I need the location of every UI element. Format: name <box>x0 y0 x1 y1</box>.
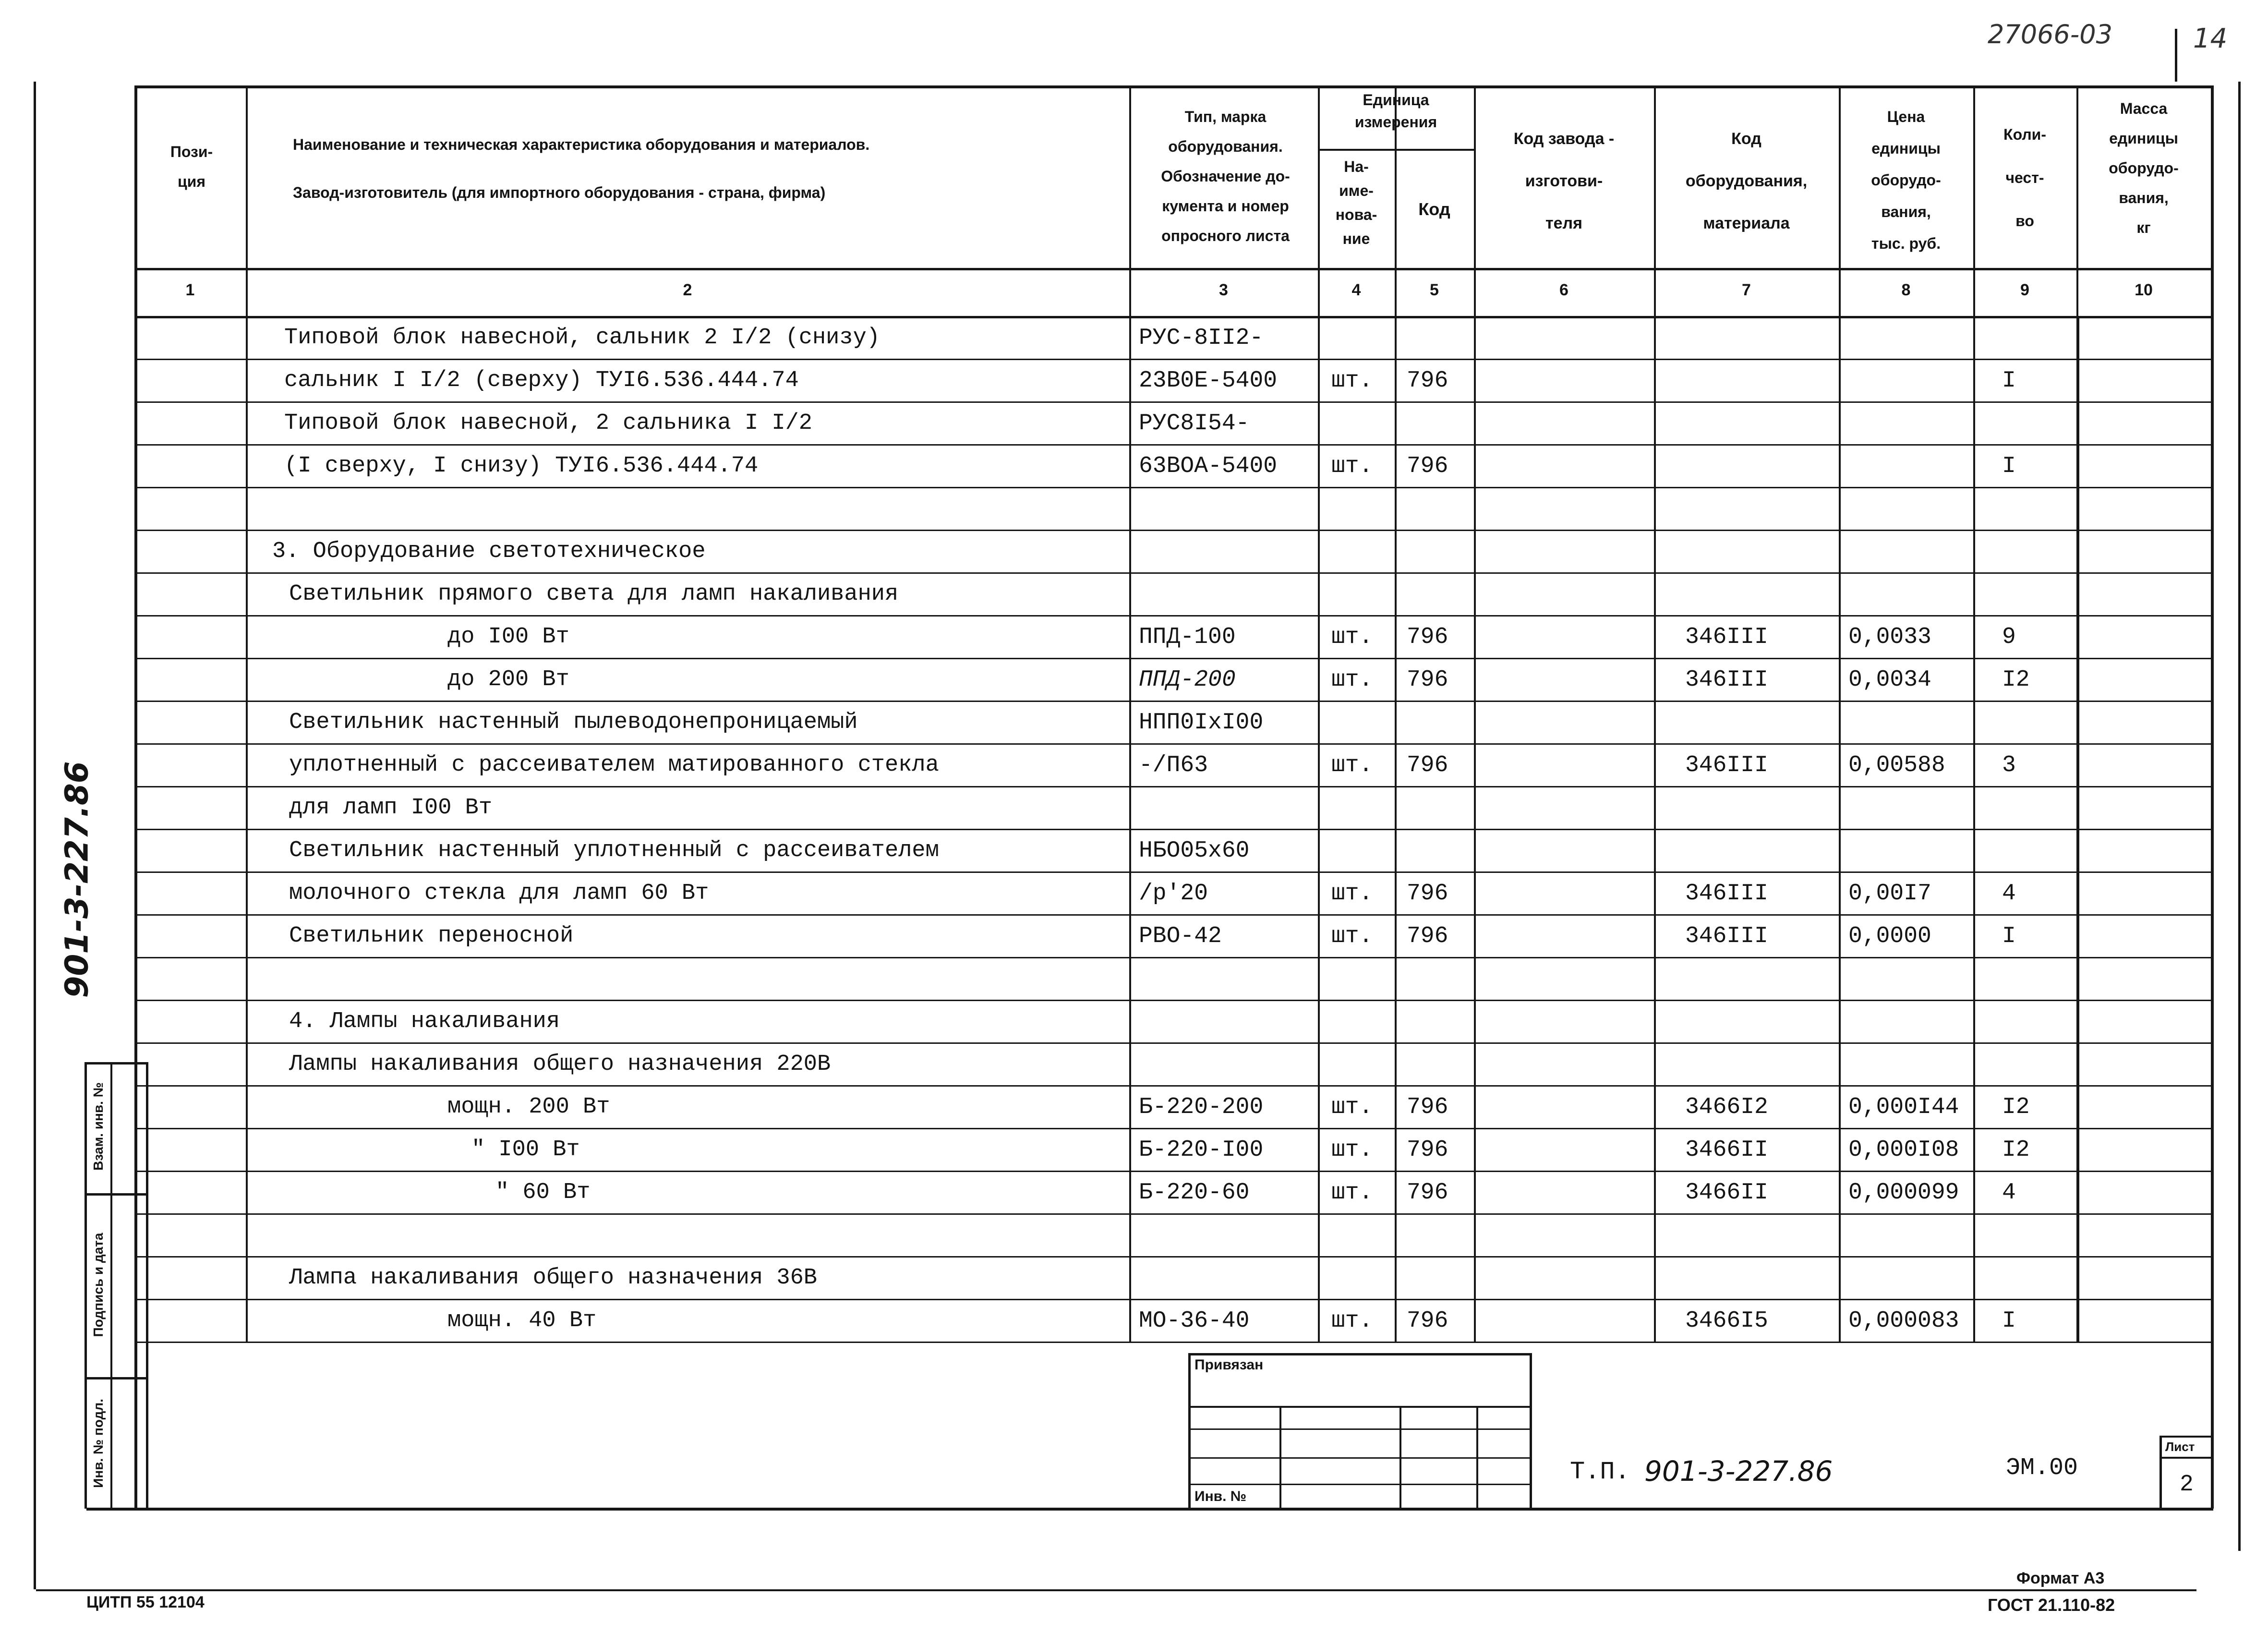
row-unit-code: 796 <box>1407 368 1448 394</box>
stamp-box-vert2 <box>1399 1406 1401 1509</box>
row-equipment-code: 3466II <box>1685 1137 1768 1163</box>
header-mass: Масса единицы оборудо- вания, кг <box>2109 100 2179 236</box>
row-unit: шт. <box>1331 1180 1373 1206</box>
row-unit: шт. <box>1331 752 1373 778</box>
row-unit-code: 796 <box>1407 1137 1448 1163</box>
table-col-line <box>1129 85 1131 1342</box>
row-equipment-code: 3466II <box>1685 1180 1768 1206</box>
stamp-box-vert3 <box>1476 1406 1478 1509</box>
row-type: ППД-100 <box>1139 624 1236 650</box>
row-name: Типовой блок навесной, сальник 2 I/2 (снизу) <box>284 325 881 351</box>
row-type: РВО-42 <box>1139 923 1222 949</box>
row-quantity: I2 <box>2002 667 2030 693</box>
row-price: 0,000I44 <box>1848 1094 1959 1120</box>
column-number: 1 <box>185 281 195 299</box>
table-col-line <box>2211 85 2214 1509</box>
column-number: 8 <box>1901 281 1911 299</box>
header-unit-group: Единица измерения <box>1354 91 1437 131</box>
table-row-line <box>134 1342 2211 1343</box>
row-quantity: 4 <box>2002 881 2016 907</box>
row-name: Светильник настенный пылеводонепроницаемый <box>289 710 858 735</box>
row-name: сальник I I/2 (сверху) ТУI6.536.444.74 <box>284 368 799 393</box>
table-row-line <box>134 1085 2211 1087</box>
row-unit: шт. <box>1331 667 1373 693</box>
table-row-line <box>134 530 2211 531</box>
row-unit: шт. <box>1331 1094 1373 1120</box>
header-type: Тип, марка оборудования. Обозначение до- кумента и номер опросного листа <box>1161 108 1290 244</box>
row-type: 23В0Е-5400 <box>1139 368 1278 394</box>
row-price: 0,00I7 <box>1848 881 1931 907</box>
header-unit-split <box>1318 149 1474 151</box>
row-type: -/П63 <box>1139 752 1208 778</box>
row-quantity: 4 <box>2002 1180 2016 1206</box>
stamp-sheet-label: Лист <box>2165 1439 2195 1454</box>
row-price: 0,00588 <box>1848 752 1945 778</box>
table-col-line <box>1318 85 1320 1342</box>
stamp-box-vert1 <box>1279 1406 1281 1509</box>
stamp-sheet-box-left <box>2159 1436 2162 1509</box>
row-quantity: 3 <box>2002 752 2016 778</box>
stamp-tp-code: 901-3-227.86 <box>1644 1455 1833 1488</box>
row-name: Лампы накаливания общего назначения 220В <box>289 1052 831 1077</box>
row-name: 4. Лампы накаливания <box>289 1009 560 1034</box>
row-unit: шт. <box>1331 1137 1373 1163</box>
footer-gost: ГОСТ 21.110-82 <box>1988 1595 2115 1615</box>
table-col-line <box>246 85 248 1342</box>
row-name: мощн. 200 Вт <box>447 1094 610 1120</box>
row-unit-code: 796 <box>1407 1308 1448 1334</box>
footer-left: ЦИТП 55 12104 <box>86 1593 205 1611</box>
table-row-line <box>134 1299 2211 1300</box>
row-type: РУС-8II2- <box>1139 325 1264 351</box>
table-row-line <box>134 487 2211 488</box>
row-name: Светильник прямого света для ламп накаливания <box>289 581 899 607</box>
row-quantity: 9 <box>2002 624 2016 650</box>
table-row-line <box>134 444 2211 446</box>
table-col-line <box>1839 85 1841 1342</box>
table-row-line <box>134 1042 2211 1044</box>
table-row-line <box>134 871 2211 873</box>
row-quantity: I <box>2002 923 2016 949</box>
row-unit-code: 796 <box>1407 667 1448 693</box>
table-row-line <box>134 786 2211 787</box>
header-factory-code: Код завода - изготови- теля <box>1513 130 1615 232</box>
header-bottom-line <box>134 268 2211 270</box>
row-name: Лампа накаливания общего назначения 36В <box>289 1265 817 1291</box>
row-unit-code: 796 <box>1407 923 1448 949</box>
header-unit-name: На- име- нова- ние <box>1335 158 1377 247</box>
table-col-line <box>1654 85 1656 1342</box>
stamp-box-line3 <box>1188 1457 1531 1459</box>
column-number: 2 <box>683 281 692 299</box>
column-number: 5 <box>1430 281 1439 299</box>
row-type: МО-36-40 <box>1139 1308 1250 1334</box>
number-row-bottom-line <box>134 316 2211 318</box>
stamp-sheet-box-top <box>2159 1436 2212 1438</box>
row-type: НПП0IхI00 <box>1139 710 1264 736</box>
table-row-line <box>134 1000 2211 1001</box>
row-type: Б-220-200 <box>1139 1094 1264 1120</box>
stamp-sheet-number: 2 <box>2180 1472 2194 1498</box>
row-unit-code: 796 <box>1407 881 1448 907</box>
row-quantity: I <box>2002 453 2016 479</box>
row-price: 0,0033 <box>1848 624 1931 650</box>
table-row-line <box>134 1128 2211 1129</box>
stamp-tp-label: Т.П. <box>1570 1458 1630 1486</box>
side-stamp-div1 <box>84 1193 147 1196</box>
row-price: 0,000I08 <box>1848 1137 1959 1163</box>
stamp-box-line2 <box>1188 1428 1531 1430</box>
table-qty-right-border <box>2076 316 2079 1342</box>
row-name: Светильник настенный уплотненный с рассеивателем <box>289 838 939 863</box>
table-row-line <box>134 1256 2211 1258</box>
row-price: 0,000083 <box>1848 1308 1959 1334</box>
row-unit-code: 796 <box>1407 1094 1448 1120</box>
table-row-line <box>134 743 2211 745</box>
side-label-replaced-inv: Взам. инв. № <box>91 1082 106 1171</box>
table-row-line <box>134 615 2211 617</box>
column-number: 7 <box>1742 281 1751 299</box>
row-quantity: I2 <box>2002 1094 2030 1120</box>
row-type: /р'20 <box>1139 881 1208 907</box>
row-unit: шт. <box>1331 1308 1373 1334</box>
row-unit: шт. <box>1331 923 1373 949</box>
vertical-document-code: 901-3-227.86 <box>58 761 96 998</box>
column-number: 9 <box>2020 281 2029 299</box>
row-name: до 200 Вт <box>447 667 569 692</box>
row-name: " I00 Вт <box>471 1137 580 1162</box>
column-number: 6 <box>1559 281 1568 299</box>
row-equipment-code: 346III <box>1685 923 1768 949</box>
table-row-line <box>134 401 2211 403</box>
header-name-line1: Наименование и техническая характеристика оборудования и материалов. <box>293 136 870 153</box>
table-col-line <box>1973 85 1975 1342</box>
row-quantity: I <box>2002 1308 2016 1334</box>
row-unit: шт. <box>1331 624 1373 650</box>
table-row-line <box>134 957 2211 958</box>
row-name: 3. Оборудование светотехническое <box>272 539 706 564</box>
row-unit-code: 796 <box>1407 453 1448 479</box>
table-col-line <box>1474 85 1476 1342</box>
row-type: 63ВОА-5400 <box>1139 453 1278 479</box>
side-stamp-mid <box>110 1062 112 1509</box>
row-equipment-code: 346III <box>1685 624 1768 650</box>
corner-sheet-number: 14 <box>2193 23 2228 54</box>
row-name: (I сверху, I снизу) ТУI6.536.444.74 <box>284 453 759 479</box>
table-row-line <box>134 572 2211 574</box>
table-row-line <box>134 701 2211 702</box>
header-price: Цена единицы оборудо- вания, тыс. руб. <box>1871 108 1941 252</box>
row-unit-code: 796 <box>1407 624 1448 650</box>
side-label-signature-date: Подпись и дата <box>91 1233 106 1337</box>
row-name: до I00 Вт <box>447 624 569 650</box>
row-name: Типовой блок навесной, 2 сальника I I/2 <box>284 411 812 436</box>
row-type: Б-220-60 <box>1139 1180 1250 1206</box>
row-price: 0,0034 <box>1848 667 1931 693</box>
row-equipment-code: 3466I2 <box>1685 1094 1768 1120</box>
table-row-line <box>134 658 2211 659</box>
row-price: 0,0000 <box>1848 923 1931 949</box>
row-quantity: I <box>2002 368 2016 394</box>
row-name: " 60 Вт <box>495 1180 591 1205</box>
stamp-box-top <box>1188 1353 1531 1355</box>
stamp-box-line1 <box>1188 1406 1531 1408</box>
table-row-line <box>134 914 2211 916</box>
row-name: молочного стекла для ламп 60 Вт <box>289 881 709 906</box>
row-name: для ламп I00 Вт <box>289 795 493 821</box>
footer-format: Формат А3 <box>2016 1569 2105 1587</box>
column-number: 10 <box>2135 281 2153 299</box>
row-unit: шт. <box>1331 453 1373 479</box>
row-name: Светильник переносной <box>289 923 574 949</box>
row-equipment-code: 346III <box>1685 752 1768 778</box>
row-unit-code: 796 <box>1407 752 1448 778</box>
column-number: 4 <box>1351 281 1361 299</box>
header-unit-code: Код <box>1418 199 1450 219</box>
stamp-box-right <box>1530 1353 1532 1509</box>
header-equipment-code: Код оборудования, материала <box>1685 130 1808 232</box>
row-unit: шт. <box>1331 881 1373 907</box>
row-unit-code: 796 <box>1407 1180 1448 1206</box>
table-row-line <box>134 1213 2211 1215</box>
table-row-line <box>134 359 2211 360</box>
side-stamp-right <box>146 1062 148 1509</box>
row-equipment-code: 346III <box>1685 881 1768 907</box>
stamp-inv: Инв. № <box>1194 1488 1247 1504</box>
row-equipment-code: 3466I5 <box>1685 1308 1768 1334</box>
side-stamp-top <box>84 1062 147 1064</box>
side-label-original-inv: Инв. № подл. <box>91 1399 106 1488</box>
stamp-doc-code: ЭМ.00 <box>2006 1454 2078 1482</box>
table-row-line <box>134 829 2211 830</box>
header-quantity: Коли- чест- во <box>2003 126 2046 230</box>
corner-code: 27066-03 <box>1988 19 2112 49</box>
side-stamp-left <box>84 1062 87 1509</box>
row-type: ППД-200 <box>1139 667 1236 693</box>
stamp-sheet-box-mid <box>2159 1457 2212 1459</box>
table-col-line <box>1395 85 1397 1342</box>
stamp-box-line4 <box>1188 1484 1531 1485</box>
stamp-box-left <box>1188 1353 1191 1509</box>
row-unit: шт. <box>1331 368 1373 394</box>
row-price: 0,000099 <box>1848 1180 1959 1206</box>
row-type: НБО05х60 <box>1139 838 1250 864</box>
header-position: Пози- ция <box>170 143 213 190</box>
table-row-line <box>134 1171 2211 1172</box>
stamp-privyazan: Привязан <box>1194 1357 1264 1373</box>
row-type: РУС8I54- <box>1139 411 1250 436</box>
header-name-line2: Завод-изготовитель (для импортного оборудования - страна, фирма) <box>293 184 826 201</box>
column-number: 3 <box>1219 281 1228 299</box>
row-quantity: I2 <box>2002 1137 2030 1163</box>
row-name: мощн. 40 Вт <box>447 1308 597 1333</box>
row-equipment-code: 346III <box>1685 667 1768 693</box>
row-name: уплотненный с рассеивателем матированного стекла <box>289 752 939 778</box>
row-type: Б-220-I00 <box>1139 1137 1264 1163</box>
